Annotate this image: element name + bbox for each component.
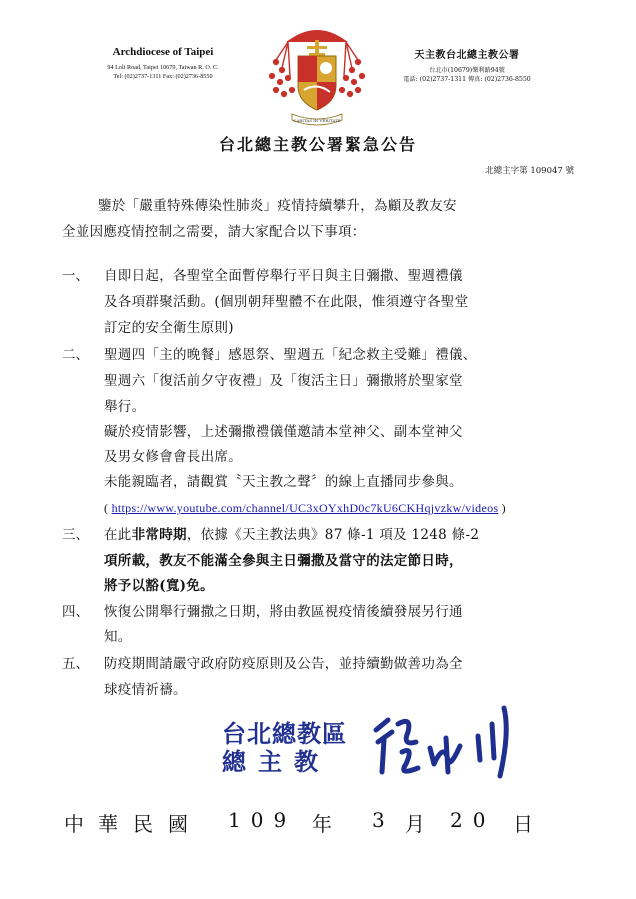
archdiocese-emblem-icon — [262, 20, 372, 130]
item-2-line-3: 舉行。 — [104, 399, 146, 415]
date-year-unit: 年 — [312, 812, 332, 836]
item-3-line-2: 項所載，教友不能滿全參與主日彌撒及當守的法定節日時， — [104, 553, 463, 569]
letterhead-english — [88, 46, 238, 81]
date-char-1: 中 — [64, 812, 84, 836]
letterhead-zh-tel: 電話: (02)2737-1311 傳真: (02)2736-8550 — [403, 76, 531, 83]
intro-line-2: 全並因應疫情控制之需要，請大家配合以下事項： — [62, 224, 366, 240]
date-month: 3 — [372, 808, 385, 832]
item-1-line-2: 及各項群聚活動。(個別朝拜聖體不在此限，惟須遵守各聖堂 — [104, 294, 469, 310]
livestream-link[interactable]: https://www.youtube.com/channel/UC3xOYxhD0c7kU6CKHqjvzkw/videos — [111, 501, 499, 515]
item-5-line-1: 防疫期間請嚴守政府防疫原則及公告，並持續勤做善功為全 — [104, 656, 463, 672]
date-month-unit: 月 — [405, 812, 425, 836]
date-day-unit: 日 — [513, 812, 533, 836]
signature-office-line-2: 總主教 — [222, 748, 330, 776]
item-4-line-1: 恢復公開舉行彌撒之日期，將由教區視疫情後續發展另行通 — [104, 604, 463, 620]
letterhead-en-name: Archdiocese of Taipei — [112, 46, 214, 58]
item-2-line-5: 及男女修會會長出席。 — [104, 449, 242, 465]
item-3-line-3: 將予以豁(寬)免。 — [104, 578, 214, 594]
item-2-line-1: 聖週四「主的晚餐」感恩祭、聖週五「紀念救主受難」禮儀、 — [104, 347, 477, 363]
item-1-line-1: 自即日起，各聖堂全面暫停舉行平日與主日彌撒、聖週禮儀 — [104, 268, 463, 284]
date-day: 20 — [450, 808, 496, 832]
item-3-number: 三、 — [62, 527, 89, 543]
item-4-number: 四、 — [62, 604, 89, 620]
item-2-url-line: ( https://www.youtube.com/channel/UC3xOYxhD0c7kU6CKHqjvzkw/videos ) — [104, 501, 506, 515]
item-5-number: 五、 — [62, 656, 89, 672]
handwritten-signature-icon — [368, 702, 518, 782]
date-char-4: 國 — [168, 812, 188, 836]
item-2-number: 二、 — [62, 347, 89, 363]
item-5-line-2: 球疫情祈禱。 — [104, 682, 187, 698]
date-char-2: 華 — [98, 812, 118, 836]
emblem-motto: CARITAS IN VERITATE — [293, 118, 341, 123]
signature-office-line-1: 台北總教區 — [222, 720, 347, 748]
item-2-line-6: 未能親臨者，請觀賞〝天主教之聲〞的線上直播同步參與。 — [104, 474, 463, 490]
letterhead-en-address: 94 Loli Road, Taipei 10679, Taiwan R. O. C. — [107, 64, 219, 71]
date-year: 109 — [228, 808, 297, 832]
item-1-number: 一、 — [62, 268, 89, 284]
item-1-line-3: 訂定的安全衛生原則) — [104, 320, 234, 336]
item-2-line-4: 礙於疫情影響，上述彌撒禮儀僅邀請本堂神父、副本堂神父 — [104, 424, 463, 440]
item-3-line-1: 在此非常時期，依據《天主教法典》87 條-1 項及 1248 條-2 — [104, 527, 480, 543]
item-4-line-2: 知。 — [104, 629, 132, 645]
item-2-line-2: 聖週六「復活前夕守夜禮」及「復活主日」彌撒將於聖家堂 — [104, 373, 463, 389]
letterhead-zh-name: 天主教台北總主教公署 — [414, 50, 520, 61]
date-char-3: 民 — [133, 812, 153, 836]
intro-line-1: 鑒於「嚴重特殊傳染性肺炎」疫情持續攀升，為顧及教友安 — [98, 198, 457, 214]
letterhead-chinese — [392, 46, 542, 84]
letterhead-zh-address: 台北市(10679)樂利路94號 — [429, 67, 505, 74]
letterhead-en-tel: Tel: (02)2737-1311 Fax: (02)2736-8550 — [113, 73, 213, 80]
page-title: 台北總主教公署緊急公告 — [218, 135, 417, 154]
signature-office-stamp — [222, 720, 372, 776]
document-number: 北總主字第 109047 號 — [485, 166, 574, 176]
